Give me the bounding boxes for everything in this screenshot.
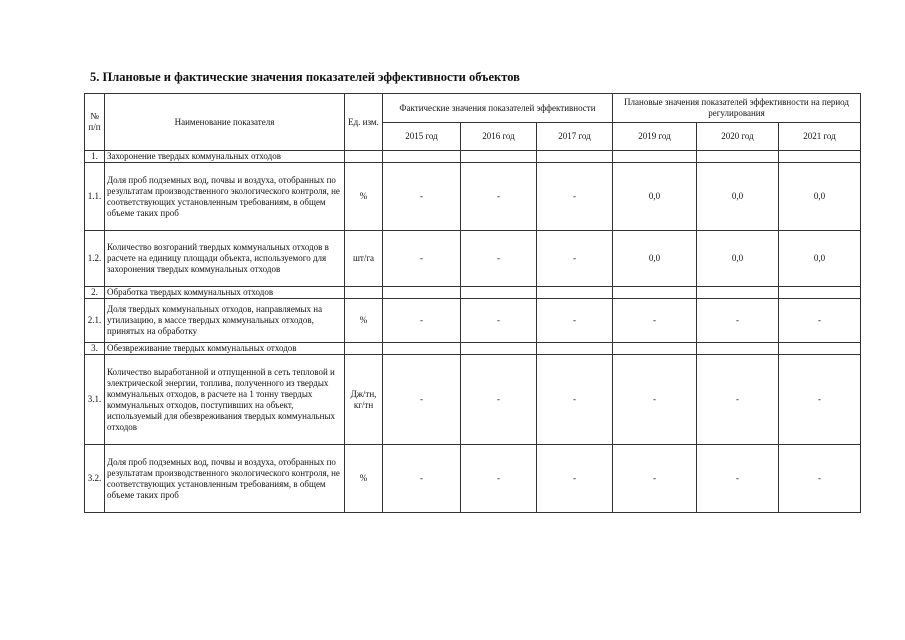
unit-cell: шт/га bbox=[345, 231, 383, 287]
value-cell: - bbox=[613, 299, 697, 343]
header-name: Наименование показателя bbox=[105, 94, 345, 151]
value-cell: - bbox=[461, 163, 537, 231]
value-cell: - bbox=[383, 445, 461, 513]
indicators-table bbox=[84, 93, 861, 513]
row-num: 1. bbox=[85, 151, 105, 163]
value-cell: - bbox=[537, 355, 613, 445]
value-cell: - bbox=[461, 299, 537, 343]
header-year: 2015 год bbox=[383, 123, 461, 151]
value-cell: - bbox=[383, 163, 461, 231]
value-cell: - bbox=[537, 163, 613, 231]
value-cell: - bbox=[697, 355, 779, 445]
header-num: № п/п bbox=[85, 94, 105, 151]
header-year: 2019 год bbox=[613, 123, 697, 151]
section-title: Обезвреживание твердых коммунальных отходов bbox=[105, 343, 345, 355]
indicator-name: Доля проб подземных вод, почвы и воздуха, отобранных по результатам производственного экологического контроля, не соответствующих установленным требованиям, в общем объеме таких проб bbox=[105, 163, 345, 231]
value-cell: - bbox=[461, 445, 537, 513]
value-cell: - bbox=[537, 445, 613, 513]
unit-cell: % bbox=[345, 299, 383, 343]
indicator-name: Доля проб подземных вод, почвы и воздуха, отобранных по результатам производственного экологического контроля, не соответствующих установленным требованиям, в общем объеме таких проб bbox=[105, 445, 345, 513]
unit-cell: % bbox=[345, 163, 383, 231]
value-cell: - bbox=[461, 355, 537, 445]
value-cell: 0,0 bbox=[613, 163, 697, 231]
header-plan-group: Плановые значения показателей эффективности на период регулирования bbox=[613, 94, 861, 123]
value-cell: - bbox=[779, 299, 861, 343]
value-cell: - bbox=[461, 231, 537, 287]
value-cell: 0,0 bbox=[697, 163, 779, 231]
row-num: 1.1. bbox=[85, 163, 105, 231]
value-cell: - bbox=[697, 445, 779, 513]
value-cell: 0,0 bbox=[779, 231, 861, 287]
row-num: 2. bbox=[85, 287, 105, 299]
header-year: 2020 год bbox=[697, 123, 779, 151]
value-cell: - bbox=[383, 231, 461, 287]
value-cell: 0,0 bbox=[779, 163, 861, 231]
row-num: 2.1. bbox=[85, 299, 105, 343]
header-year: 2021 год bbox=[779, 123, 861, 151]
document-title: 5. Плановые и фактические значения показателей эффективности объектов bbox=[90, 70, 520, 84]
value-cell: - bbox=[383, 299, 461, 343]
value-cell: - bbox=[537, 231, 613, 287]
header-fact-group: Фактические значения показателей эффективности bbox=[383, 94, 613, 123]
indicator-name: Количество выработанной и отпущенной в сеть тепловой и электрической энергии, топлива, полученного из твердых коммунальных отходов, в расчете на 1 тонну твердых коммунальных отходов, поступивших на объект, используемый для обезвреживания твердых коммунальных отходов bbox=[105, 355, 345, 445]
row-num: 3.2. bbox=[85, 445, 105, 513]
row-num: 3. bbox=[85, 343, 105, 355]
section-title: Захоронение твердых коммунальных отходов bbox=[105, 151, 345, 163]
value-cell: 0,0 bbox=[613, 231, 697, 287]
value-cell: - bbox=[537, 299, 613, 343]
value-cell: - bbox=[697, 299, 779, 343]
indicator-name: Доля твердых коммунальных отходов, направляемых на утилизацию, в массе твердых коммунальных отходов, принятых на обработку bbox=[105, 299, 345, 343]
indicator-name: Количество возгораний твердых коммунальных отходов в расчете на единицу площади объекта, используемого для захоронения твердых коммунальных отходов bbox=[105, 231, 345, 287]
value-cell: - bbox=[779, 445, 861, 513]
unit-cell: Дж/тн, кг/тн bbox=[345, 355, 383, 445]
value-cell: - bbox=[779, 355, 861, 445]
header-year: 2016 год bbox=[461, 123, 537, 151]
row-num: 1.2. bbox=[85, 231, 105, 287]
value-cell: 0,0 bbox=[697, 231, 779, 287]
section-title: Обработка твердых коммунальных отходов bbox=[105, 287, 345, 299]
row-num: 3.1. bbox=[85, 355, 105, 445]
value-cell: - bbox=[613, 445, 697, 513]
value-cell: - bbox=[613, 355, 697, 445]
header-year: 2017 год bbox=[537, 123, 613, 151]
value-cell: - bbox=[383, 355, 461, 445]
unit-cell: % bbox=[345, 445, 383, 513]
header-unit: Ед. изм. bbox=[345, 94, 383, 151]
